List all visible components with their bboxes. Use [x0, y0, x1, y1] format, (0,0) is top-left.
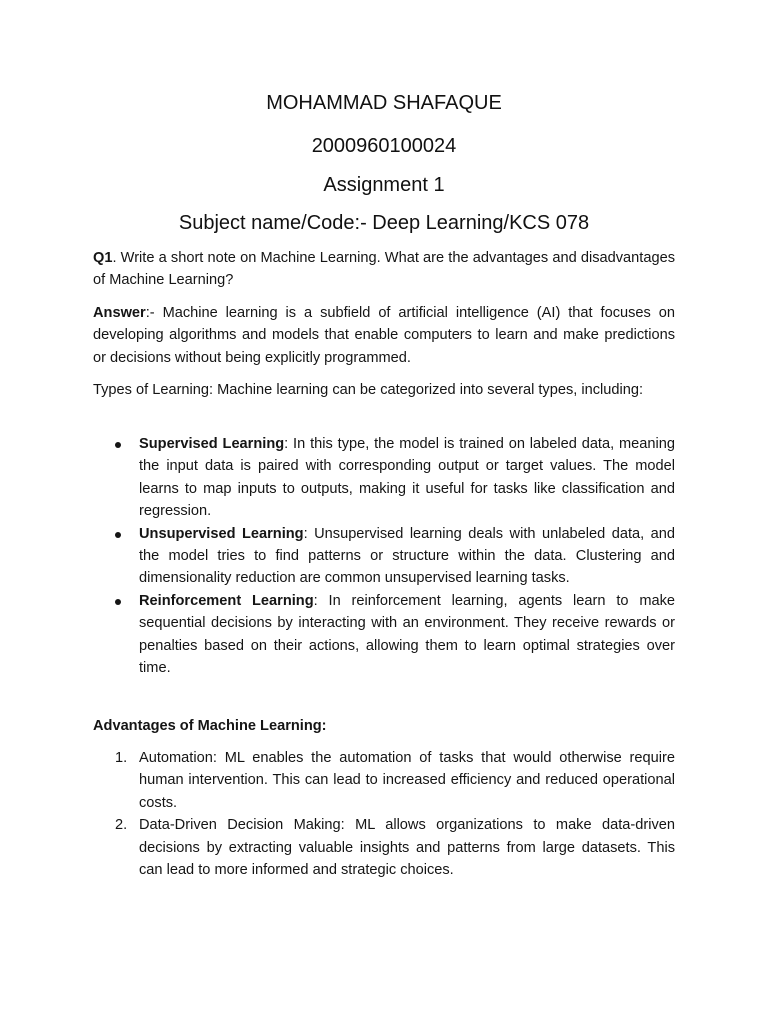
list-item: [93, 590, 675, 680]
list-item: [93, 523, 675, 590]
list-number: 2.: [115, 817, 128, 834]
list-item: [93, 433, 675, 523]
subject-line: Subject name/Code:- Deep Learning/KCS 078: [178, 212, 590, 234]
list-item-text: Data-Driven Decision Making: ML allows organizations to make data-driven decisions by extracting valuable insights and patterns from large datasets. This can lead to more informed and strategic choices.: [139, 817, 675, 879]
answer-label: Answer: [93, 305, 146, 321]
list-item-term: Unsupervised Learning: [139, 525, 304, 542]
list-item-text: : Unsupervised learning deals with unlabeled data, and the model tries to find patterns or structure within the data. Clustering and dimensionality reduction are common unsupervised learning tasks.: [139, 525, 675, 587]
bullet-icon: [115, 599, 121, 605]
list-item-text: : In reinforcement learning, agents learn to make sequential decisions by interacting with an environment. They receive rewards or penalties based on their actions, allowing them to learn optimal strategies over time.: [139, 592, 676, 677]
question-1: [93, 247, 675, 292]
list-number: 1.: [115, 750, 128, 766]
question-label: Q1: [93, 250, 113, 266]
answer-text: :- Machine learning is a subfield of artificial intelligence (AI) that focuses on developing algorithms and models that enable computers to learn and make predictions or decisions without being explicitly programmed.: [93, 305, 675, 366]
assignment-title: Assignment 1: [323, 174, 445, 196]
list-item-term: Supervised Learning: [139, 436, 285, 452]
student-name: MOHAMMAD SHAFAQUE: [266, 92, 502, 114]
bullet-icon: [115, 532, 121, 538]
learning-types-list: [93, 433, 675, 679]
advantages-list: [93, 747, 675, 881]
bullet-icon: [115, 442, 121, 448]
list-item: [93, 814, 675, 881]
roll-number: 2000960100024: [311, 135, 457, 157]
list-item-text: Automation: ML enables the automation of tasks that would otherwise require human intervention. This can lead to increased efficiency and reduced operational costs.: [139, 750, 675, 811]
advantages-heading: Advantages of Machine Learning:: [93, 718, 327, 734]
list-item-term: Reinforcement Learning: [139, 592, 314, 609]
types-intro: Types of Learning: Machine learning can be categorized into several types, including:: [93, 382, 644, 398]
list-item-text: : In this type, the model is trained on labeled data, meaning the input data is paired with corresponding output or target values. The model learns to map inputs to outputs, making it useful for tasks like classification and regression.: [139, 436, 675, 520]
answer-paragraph: [93, 302, 675, 369]
question-text: . Write a short note on Machine Learning. What are the advantages and disadvantages of Machine Learning?: [93, 250, 675, 289]
list-item: [93, 747, 675, 814]
